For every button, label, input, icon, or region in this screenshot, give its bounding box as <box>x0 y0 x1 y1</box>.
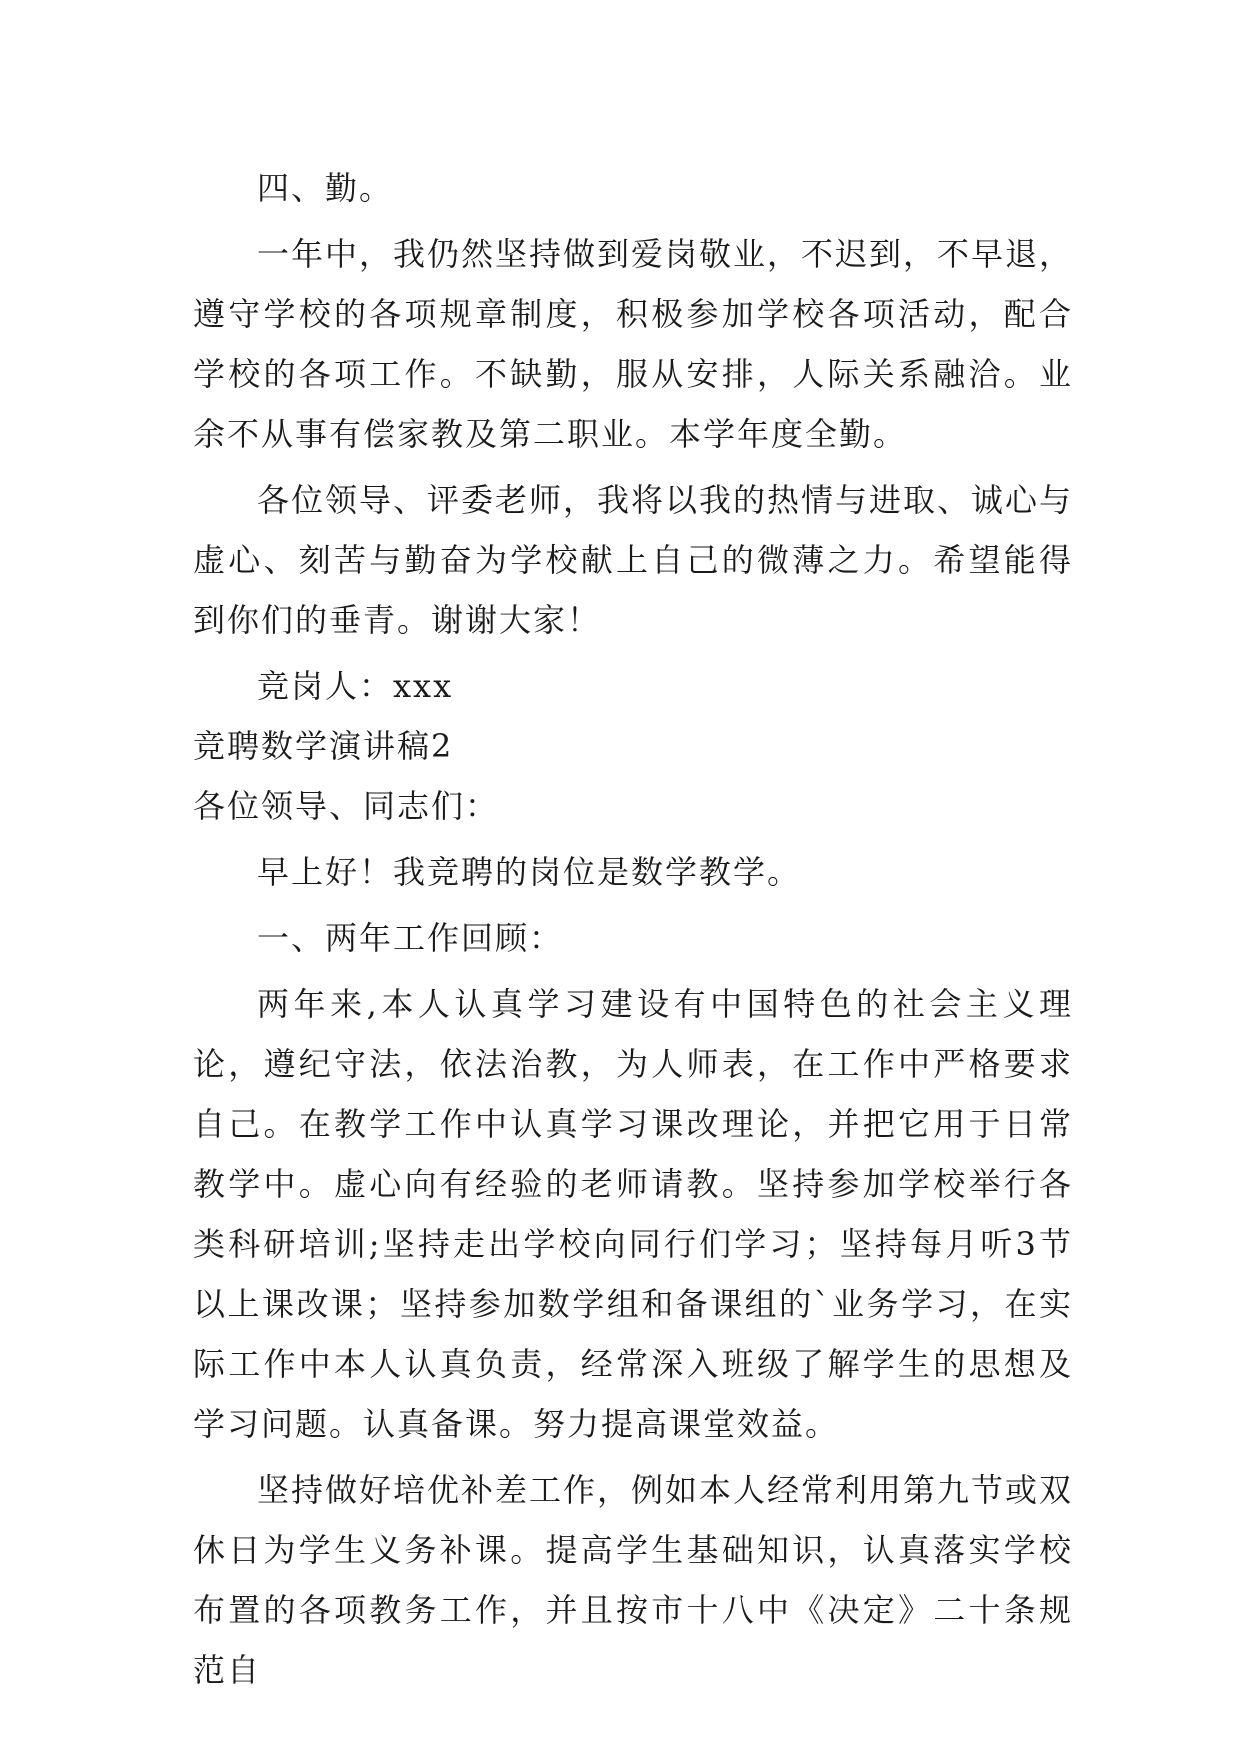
salutation: 各位领导、同志们： <box>193 787 500 825</box>
paragraph-attendance: 一年中，我仍然坚持做到爱岗敬业，不迟到，不早退，遵守学校的各项规章制度，积极参加学校各项活动，配合学校的各项工作。不缺勤，服从安排，人际关系融洽。业余不从事有偿家教及第二职业。本学年度全勤。 <box>193 235 1074 453</box>
paragraph-greeting: 早上好！我竞聘的岗位是数学教学。 <box>257 853 802 891</box>
section-heading-review: 一、两年工作回顾： <box>257 919 564 957</box>
document-body <box>193 158 1073 1700</box>
speech-title: 竞聘数学演讲稿2 <box>193 727 454 765</box>
paragraph-closing-thanks: 各位领导、评委老师，我将以我的热情与进取、诚心与虚心、刻苦与勤奋为学校献上自己的微薄之力。希望能得到你们的垂青。谢谢大家！ <box>193 481 1074 639</box>
signature-applicant: 竞岗人：xxx <box>257 667 454 705</box>
paragraph-work-review: 两年来,本人认真学习建设有中国特色的社会主义理论，遵纪守法，依法治教，为人师表，在工作中严格要求自己。在教学工作中认真学习课改理论，并把它用于日常教学中。虚心向有经验的老师请教。坚持参加学校举行各类科研培训;坚持走出学校向同行们学习；坚持每月听3节以上课改课；坚持参加数学组和备课组的`业务学习，在实际工作中本人认真负责，经常深入班级了解学生的思想及学习问题。认真备课。努力提高课堂效益。 <box>193 985 1073 1443</box>
paragraph-tutoring: 坚持做好培优补差工作，例如本人经常利用第九节或双休日为学生义务补课。提高学生基础知识，认真落实学校布置的各项教务工作，并且按市十八中《决定》二十条规范自 <box>193 1471 1074 1689</box>
heading-diligence: 四、勤。 <box>257 169 394 207</box>
